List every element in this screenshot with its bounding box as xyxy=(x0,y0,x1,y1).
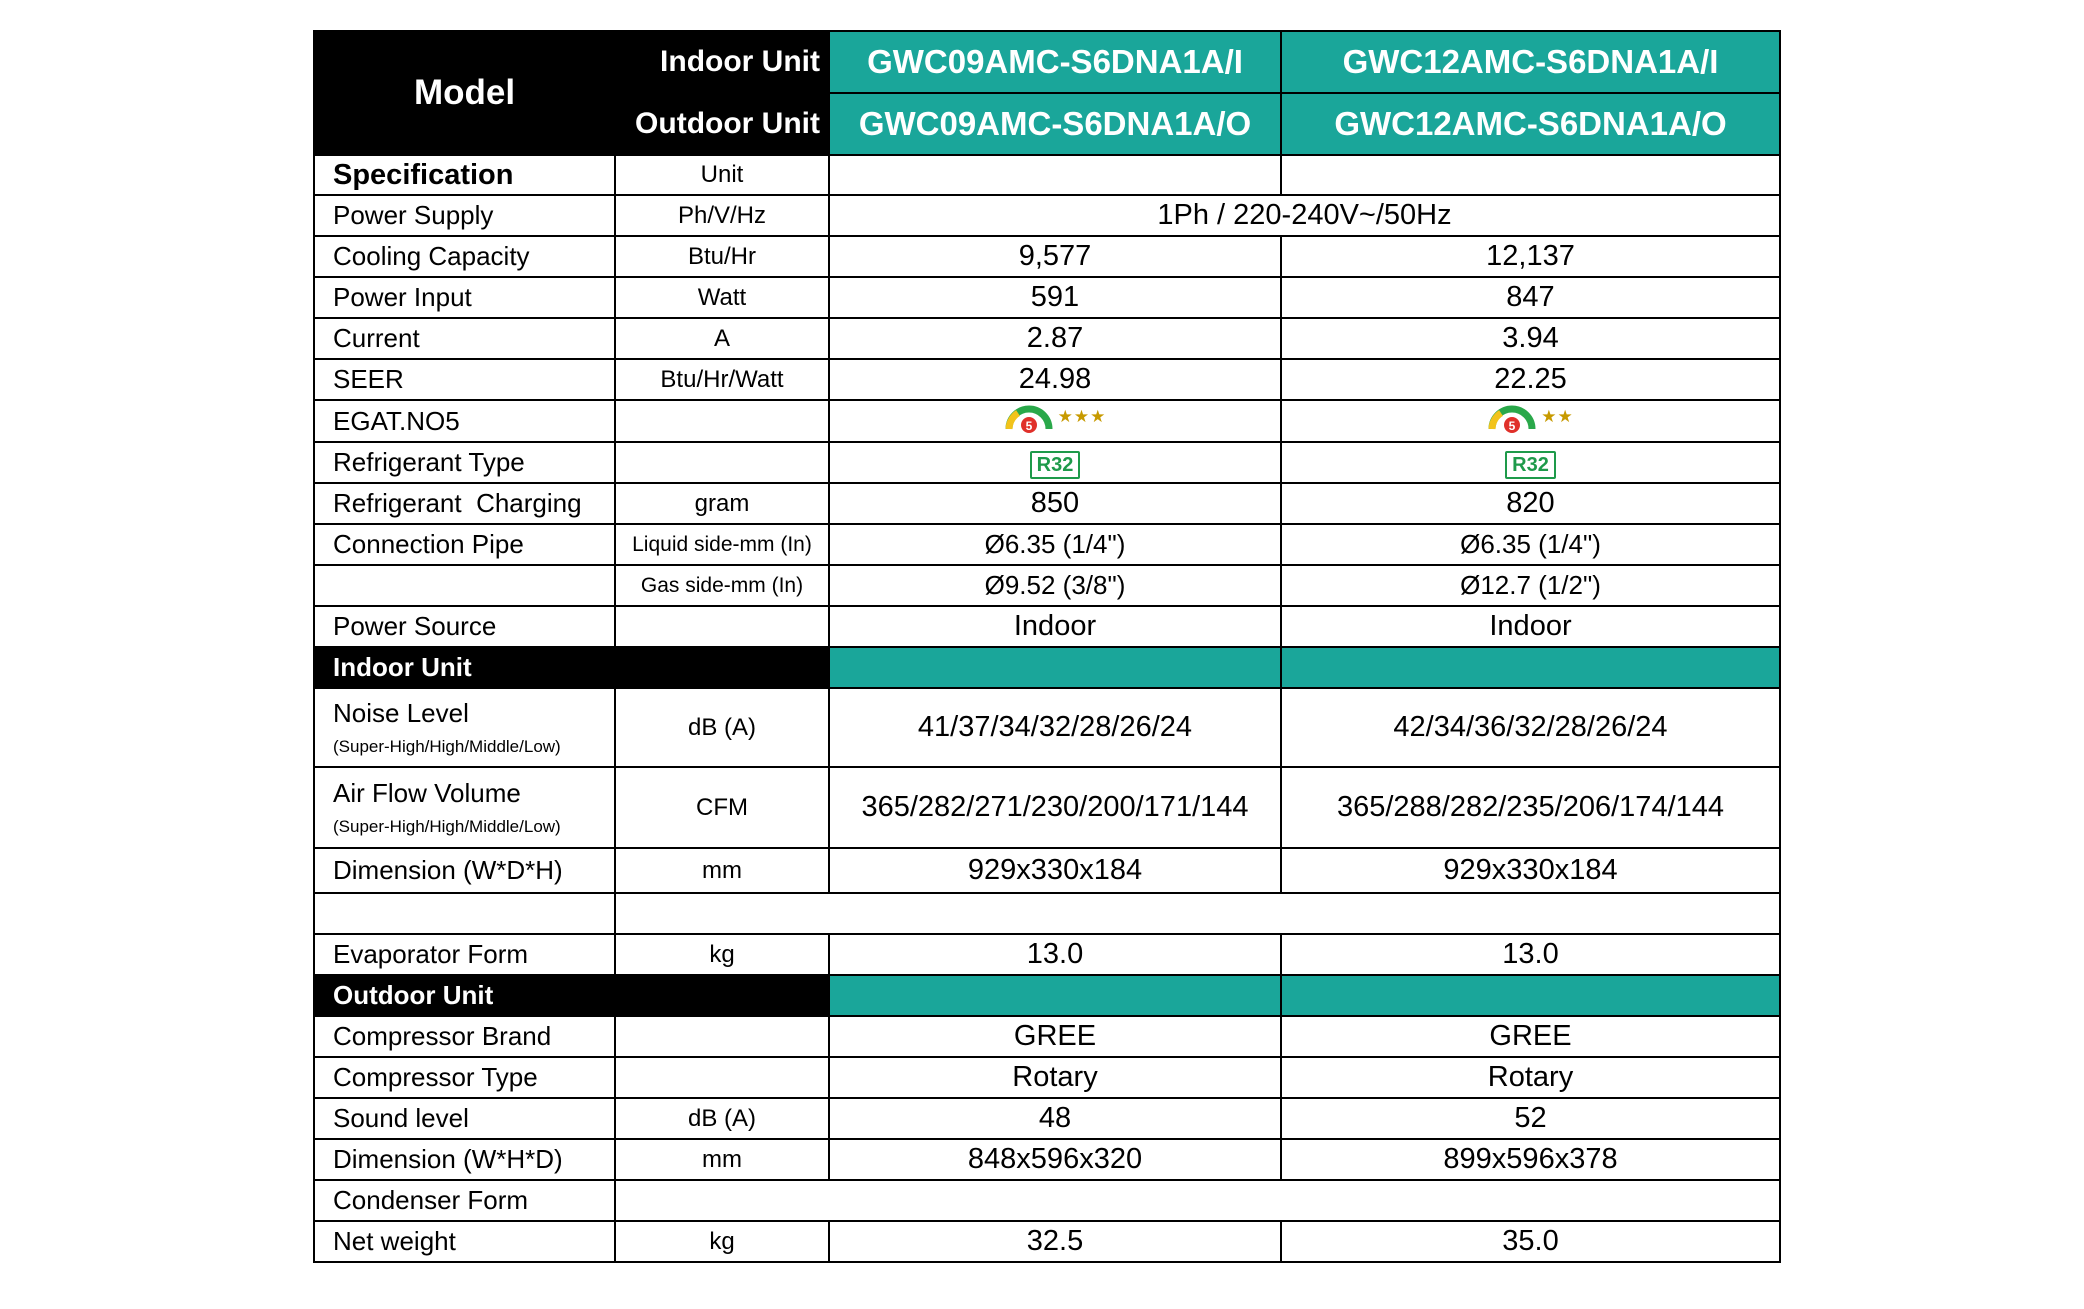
table-row xyxy=(314,606,1780,647)
table-row xyxy=(314,195,1780,236)
row-label: Sound level xyxy=(314,1098,615,1139)
row-unit: dB (A) xyxy=(615,1098,829,1139)
row-unit: CFM xyxy=(615,767,829,848)
table-row xyxy=(314,934,1780,975)
table-row xyxy=(314,318,1780,359)
row-value: 48 xyxy=(829,1098,1281,1139)
row-unit xyxy=(615,1016,829,1057)
r32-refrigerant-icon: R32 xyxy=(1505,451,1556,479)
table-row xyxy=(314,442,1780,483)
row-unit xyxy=(615,400,829,442)
row-value: 847 xyxy=(1281,277,1780,318)
table-row xyxy=(314,359,1780,400)
energy-gauge-icon xyxy=(1487,401,1537,433)
table-row xyxy=(314,236,1780,277)
row-value: Rotary xyxy=(1281,1057,1780,1098)
row-unit: Ph/V/Hz xyxy=(615,195,829,236)
energy-label-badge xyxy=(1487,401,1573,433)
row-unit xyxy=(615,606,829,647)
row-value: 3.94 xyxy=(1281,318,1780,359)
power-supply-value: 1Ph / 220-240V~/50Hz xyxy=(829,195,1780,236)
row-value: Indoor xyxy=(1281,606,1780,647)
row-value: Ø12.7 (1/2") xyxy=(1281,565,1780,606)
unit-header: Unit xyxy=(615,155,829,195)
air-flow-sublabel: (Super-High/High/Middle/Low) xyxy=(333,817,561,836)
indoor-model-2: GWC12AMC-S6DNA1A/I xyxy=(1281,31,1780,93)
row-label: Power Source xyxy=(314,606,615,647)
row-value: GREE xyxy=(1281,1016,1780,1057)
row-value: Ø6.35 (1/4") xyxy=(1281,524,1780,565)
energy-gauge-icon xyxy=(1004,401,1054,433)
indoor-section-label: Indoor Unit xyxy=(314,647,829,688)
energy-label-badge xyxy=(1004,401,1107,433)
row-unit xyxy=(615,1180,1780,1221)
row-value: 41/37/34/32/28/26/24 xyxy=(829,688,1281,767)
row-unit xyxy=(615,442,829,483)
row-value: 42/34/36/32/28/26/24 xyxy=(1281,688,1780,767)
row-unit: mm xyxy=(615,848,829,893)
row-value: 365/282/271/230/200/171/144 xyxy=(829,767,1281,848)
row-value: 35.0 xyxy=(1281,1221,1780,1262)
row-value: Indoor xyxy=(829,606,1281,647)
specification-label: Specification xyxy=(314,155,615,195)
table-row xyxy=(314,400,1780,442)
row-value: 2.87 xyxy=(829,318,1281,359)
row-label xyxy=(314,767,615,848)
row-unit: Btu/Hr xyxy=(615,236,829,277)
table-row xyxy=(314,1098,1780,1139)
row-unit: Liquid side-mm (In) xyxy=(615,524,829,565)
row-value: 929x330x184 xyxy=(829,848,1281,893)
outdoor-unit-label: Outdoor Unit xyxy=(615,93,829,155)
row-value: Ø6.35 (1/4") xyxy=(829,524,1281,565)
row-unit: Btu/Hr/Watt xyxy=(615,359,829,400)
row-label: Refrigerant Type xyxy=(314,442,615,483)
table-row xyxy=(314,1016,1780,1057)
row-value: 22.25 xyxy=(1281,359,1780,400)
row-value: 850 xyxy=(829,483,1281,524)
row-value: 820 xyxy=(1281,483,1780,524)
outdoor-section-label: Outdoor Unit xyxy=(314,975,829,1016)
row-value: 12,137 xyxy=(1281,236,1780,277)
row-value: 365/288/282/235/206/174/144 xyxy=(1281,767,1780,848)
star-rating-icon: ★★★ xyxy=(1057,407,1107,426)
row-value: 899x596x378 xyxy=(1281,1139,1780,1180)
spec-table xyxy=(313,30,1781,1263)
row-unit xyxy=(615,1057,829,1098)
table-row xyxy=(314,1057,1780,1098)
table-row xyxy=(314,848,1780,893)
table-row xyxy=(314,1180,1780,1221)
row-value: GREE xyxy=(829,1016,1281,1057)
table-row xyxy=(314,277,1780,318)
row-value: 32.5 xyxy=(829,1221,1281,1262)
row-value: 13.0 xyxy=(829,934,1281,975)
row-label: Refrigerant Charging xyxy=(314,483,615,524)
row-unit: kg xyxy=(615,1221,829,1262)
row-unit: mm xyxy=(615,1139,829,1180)
row-label: Evaporator Form xyxy=(314,934,615,975)
outdoor-model-2: GWC12AMC-S6DNA1A/O xyxy=(1281,93,1780,155)
star-rating-icon: ★★ xyxy=(1541,407,1574,426)
row-label: Net weight xyxy=(314,1221,615,1262)
row-value: 848x596x320 xyxy=(829,1139,1281,1180)
table-row xyxy=(314,565,1780,606)
row-value: 13.0 xyxy=(1281,934,1780,975)
row-value: 24.98 xyxy=(829,359,1281,400)
table-row xyxy=(314,483,1780,524)
section-header-indoor xyxy=(314,647,1780,688)
outdoor-model-1: GWC09AMC-S6DNA1A/O xyxy=(829,93,1281,155)
indoor-model-1: GWC09AMC-S6DNA1A/I xyxy=(829,31,1281,93)
row-label: Dimension (W*H*D) xyxy=(314,1139,615,1180)
noise-level-sublabel: (Super-High/High/Middle/Low) xyxy=(333,737,561,756)
table-row-empty xyxy=(314,893,1780,934)
row-unit: kg xyxy=(615,934,829,975)
row-value: Ø9.52 (3/8") xyxy=(829,565,1281,606)
row-label xyxy=(314,565,615,606)
row-unit: dB (A) xyxy=(615,688,829,767)
row-unit: Gas side-mm (In) xyxy=(615,565,829,606)
section-header-outdoor xyxy=(314,975,1780,1016)
noise-level-label: Noise Level xyxy=(333,698,469,728)
row-label: Dimension (W*D*H) xyxy=(314,848,615,893)
row-value: 591 xyxy=(829,277,1281,318)
row-label: EGAT.NO5 xyxy=(314,400,615,442)
row-unit: gram xyxy=(615,483,829,524)
table-row xyxy=(314,1221,1780,1262)
row-label: Power Input xyxy=(314,277,615,318)
row-value: 929x330x184 xyxy=(1281,848,1780,893)
badge-number: 5 xyxy=(1508,419,1516,433)
table-row xyxy=(314,1139,1780,1180)
table-row xyxy=(314,688,1780,767)
row-label xyxy=(314,688,615,767)
table-row xyxy=(314,767,1780,848)
spec-table-container xyxy=(313,30,1779,1263)
row-label: Cooling Capacity xyxy=(314,236,615,277)
row-value: Rotary xyxy=(829,1057,1281,1098)
r32-refrigerant-icon: R32 xyxy=(1030,451,1081,479)
row-unit: Watt xyxy=(615,277,829,318)
badge-number: 5 xyxy=(1025,419,1032,433)
row-label: Connection Pipe xyxy=(314,524,615,565)
row-label: Condenser Form xyxy=(314,1180,615,1221)
row-value: 52 xyxy=(1281,1098,1780,1139)
air-flow-label: Air Flow Volume xyxy=(333,778,521,808)
indoor-unit-label: Indoor Unit xyxy=(615,31,829,93)
row-unit: A xyxy=(615,318,829,359)
row-label: Compressor Brand xyxy=(314,1016,615,1057)
table-row xyxy=(314,155,1780,195)
row-label: Power Supply xyxy=(314,195,615,236)
table-row xyxy=(314,524,1780,565)
row-label: SEER xyxy=(314,359,615,400)
row-label: Compressor Type xyxy=(314,1057,615,1098)
model-label: Model xyxy=(314,31,615,155)
row-label: Current xyxy=(314,318,615,359)
row-value: 9,577 xyxy=(829,236,1281,277)
